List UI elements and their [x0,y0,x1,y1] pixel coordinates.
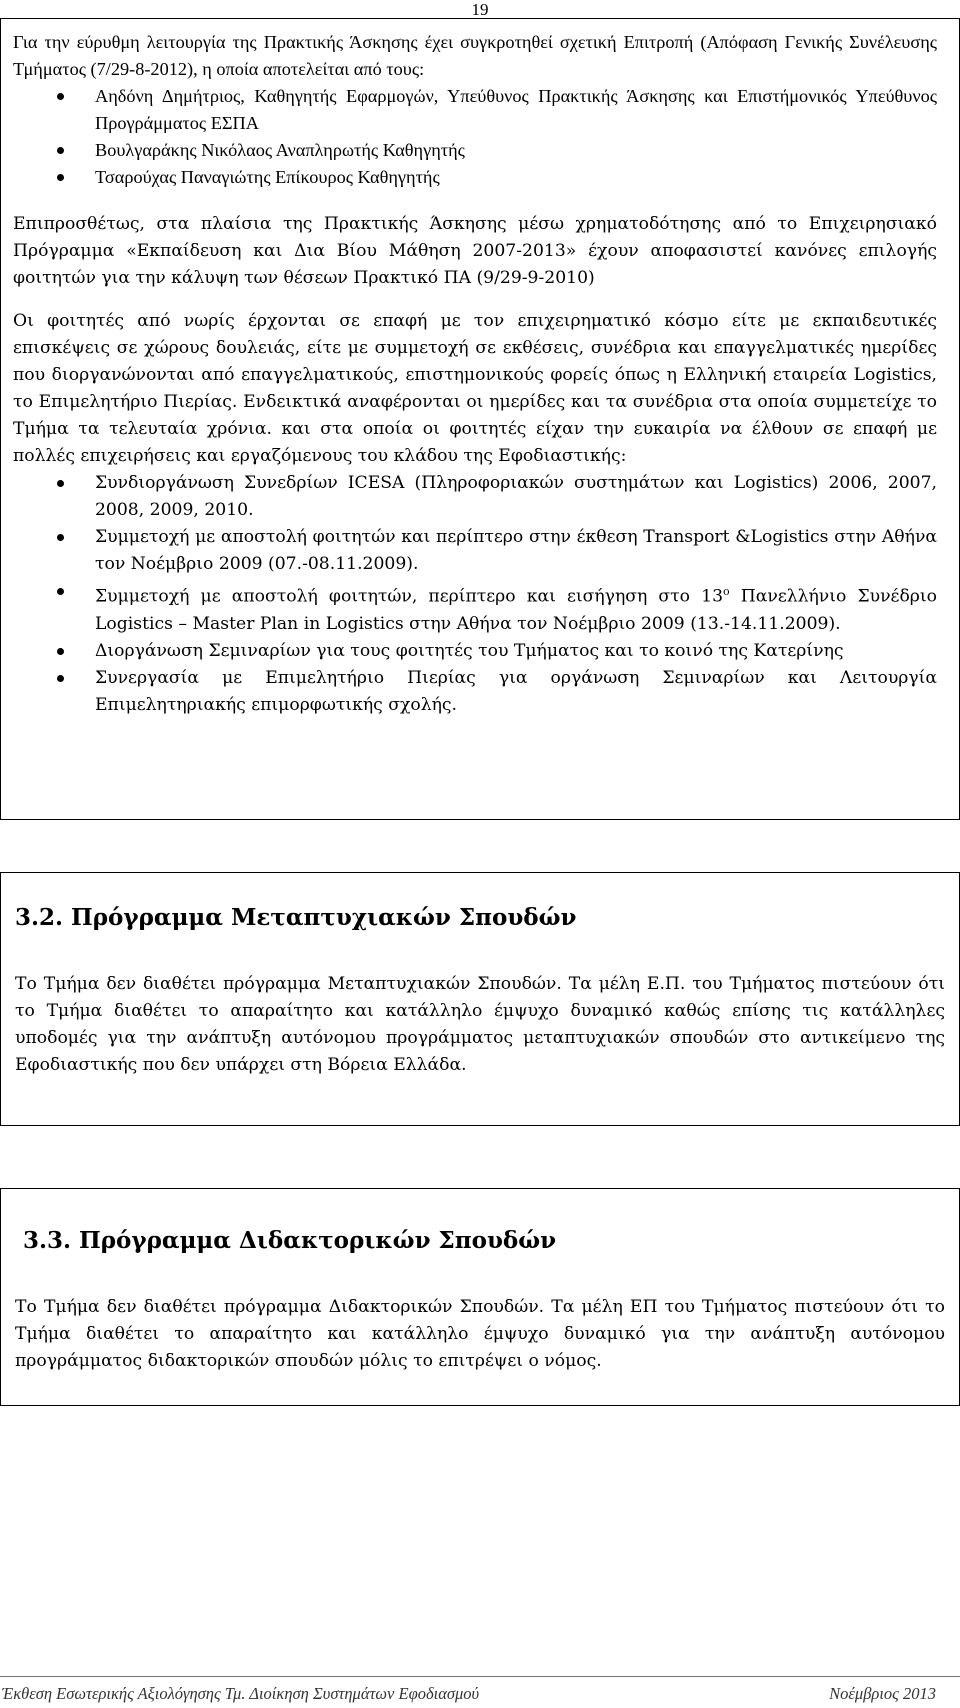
footer-date: Νοέμβριος 2013 [829,1684,936,1703]
bullet-icon [57,648,64,655]
list-item: Συμμετοχή με αποστολή φοιτητών, περίπτερο και εισήγηση στο $13^o$ Πανελλήνιο Συνέδριο Logistics – Master Plan in Logistics στην Αθήνα τον Νοέμβριο 2009 (13.-14.11.2009). [13,578,937,638]
list-item: Συνεργασία με Επιμελητήριο Πιερίας για οργάνωση Σεμιναρίων και Λειτουργία Επιμελητηριακής επιμορφωτικής σχολής. [13,665,937,719]
bullet-icon [57,588,64,595]
events-list [13,470,937,719]
bullet-icon [57,93,64,100]
selection-rules-paragraph: Επιπροσθέτως, στα πλαίσια της Πρακτικής Άσκησης μέσω χρηματοδότησης από το Επιχειρησιακό Πρόγραμμα «Εκπαίδευση και Δια Βίου Μάθηση 2007-2013» έχουν αποφασιστεί κανόνες επιλογής φοιτητών για την κάλυψη των θέσεων Πρακτικό ΠΑ (9/29-9-2010) [13,214,937,288]
doctoral-program-box [0,1188,960,1406]
masters-program-box [0,872,960,1126]
bullet-icon [57,675,64,682]
bullet-icon [57,534,64,541]
bullet-icon [57,147,64,154]
section-text: Το Τμήμα δεν διαθέτει πρόγραμμα Διδακτορικών Σπουδών. Τα μέλη ΕΠ του Τμήματος πιστεύουν ότι το Τμήμα διαθέτει το απαραίτητο και κατάλληλο έμψυχο δυναμικό για την ανάπτυξη αυτόνομου προγράμματος διδακτορικών σπουδών μόλις το επιτρέψει ο νόμος. [15,1297,945,1371]
list-item: Βουλγαράκης Νικόλαος Αναπληρωτής Καθηγητής [13,137,937,164]
list-item: Συνδιοργάνωση Συνεδρίων ICESA (Πληροφοριακών συστημάτων και Logistics) 2006, 2007, 2008, 2009, 2010. [13,470,937,524]
section-title: 3.2. Πρόγραμμα Μεταπτυχιακών Σπουδών [15,904,577,931]
bullet-icon [57,480,64,487]
intro-paragraph: Για την εύρυθμη λειτουργία της Πρακτικής Άσκησης έχει συγκροτηθεί σχετική Επιτροπή (Απόφαση Γενικής Συνέλευσης Τμήματος (7/29-8-2012), η οποία αποτελείται από τους: [13,32,937,79]
footer-report-title: Έκθεση Εσωτερικής Αξιολόγησης Τμ. Διοίκηση Συστημάτων Εφοδιασμού [2,1684,480,1703]
section-title: 3.3. Πρόγραμμα Διδακτορικών Σπουδών [23,1227,557,1254]
list-item: Αηδόνη Δημήτριος, Καθηγητής Εφαρμογών, Υπεύθυνος Πρακτικής Άσκησης και Επιστήμονικός Υπεύθυνος Προγράμματος ΕΣΠΑ [13,83,937,137]
bullet-icon [57,174,64,181]
committee-list [13,83,937,191]
practical-training-box [0,18,960,820]
list-item: Συμμετοχή με αποστολή φοιτητών και περίπτερο στην έκθεση Transport &Logistics στην Αθήνα τον Νοέμβριο 2009 (07.-08.11.2009). [13,524,937,578]
section-text: Το Τμήμα δεν διαθέτει πρόγραμμα Μεταπτυχιακών Σπουδών. Τα μέλη Ε.Π. του Τμήματος πιστεύουν ότι το Τμήμα διαθέτει το απαραίτητο και κατάλληλο έμψυχο δυναμικό καθώς επίσης τις κατάλληλες υποδομές για την ανάπτυξη αυτόνομου προγράμματος μεταπτυχιακών σπουδών στο αντικείμενο της Εφοδιαστικής που δεν υπάρχει στη Βόρεια Ελλάδα. [15,974,945,1075]
list-item: Τσαρούχας Παναγιώτης Επίκουρος Καθηγητής [13,164,937,191]
business-contact-paragraph: Οι φοιτητές από νωρίς έρχονται σε επαφή με τον επιχειρηματικό κόσμο είτε με εκπαιδευτικές επισκέψεις σε χώρους δουλειάς, είτε με συμμετοχή σε εκθέσεις, συνέδρια και επαγγελματικές ημερίδες που διοργανώνονται από επαγγελματικούς, επιστημονικούς φορείς όπως η Ελληνική εταιρεία Logistics, το Επιμελητήριο Πιερίας. Ενδεικτικά αναφέρονται οι ημερίδες και τα συνέδρια στα οποία συμμετείχε το Τμήμα τα τελευταία χρόνια. και στα οποία οι φοιτητές είχαν την ευκαιρία να έλθουν σε επαφή με πολλές επιχειρήσεις και εργαζόμενους του κλάδου της Εφοδιαστικής: [13,311,937,466]
list-item: Διοργάνωση Σεμιναρίων για τους φοιτητές του Τμήματος και το κοινό της Κατερίνης [13,638,937,665]
page-footer [0,1676,960,1703]
page-number: 19 [471,0,489,19]
